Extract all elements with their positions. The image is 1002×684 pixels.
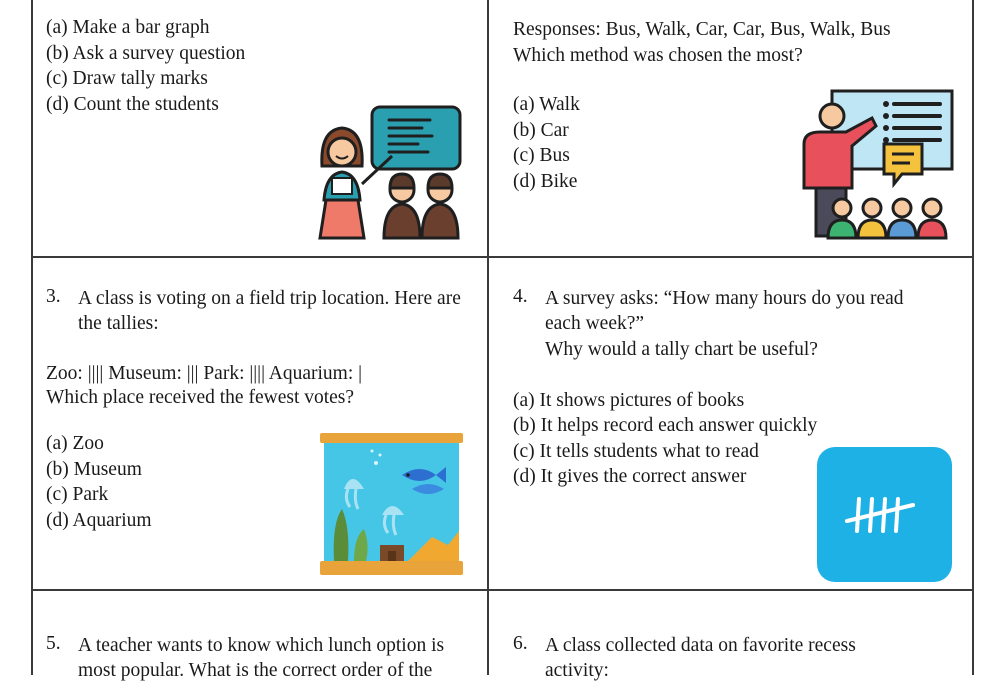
question-text-line-2: most popular. What is the correct order of the [78,660,433,681]
option-c[interactable]: (c) Park [46,484,109,505]
tally-marks-icon [817,447,952,582]
question-text: Which method was chosen the most? [513,45,803,66]
question-prompt: Which place received the fewest votes? [46,387,355,408]
option-a[interactable]: (a) It shows pictures of books [513,390,745,411]
question-number: 6. [513,633,528,654]
question-text-line-1: A survey asks: “How many hours do you read [545,288,904,309]
grid-line-left [31,0,33,675]
question-text-line-2: the tallies: [78,313,159,334]
question-text-line-1: A class is voting on a field trip location. Here are [78,288,461,309]
option-a[interactable]: (a) Make a bar graph [46,17,210,38]
option-a[interactable]: (a) Walk [513,94,580,115]
option-b[interactable]: (b) It helps record each answer quickly [513,415,818,436]
option-a[interactable]: (a) Zoo [46,433,104,454]
option-b[interactable]: (b) Ask a survey question [46,43,246,64]
grid-line-row2 [31,589,974,591]
survey-responses: Responses: Bus, Walk, Car, Car, Bus, Walk, Bus [513,19,891,40]
question-text-line-1: A teacher wants to know which lunch option is [78,635,445,656]
option-b[interactable]: (b) Museum [46,459,142,480]
question-number: 4. [513,286,528,307]
question-number: 3. [46,286,61,307]
question-text-line-1: A class collected data on favorite recess [545,635,856,656]
grid-line-middle [487,0,489,675]
grid-line-right [972,0,974,675]
presentation-audience-icon [798,88,956,240]
question-text-line-2: each week?” [545,313,645,334]
option-c[interactable]: (c) Draw tally marks [46,68,208,89]
teacher-classroom-icon [314,104,464,240]
aquarium-icon [320,433,463,576]
question-number: 5. [46,633,61,654]
option-d[interactable]: (d) It gives the correct answer [513,466,747,487]
grid-line-row1 [31,256,974,258]
question-text-line-2: activity: [545,660,609,681]
option-d[interactable]: (d) Bike [513,171,578,192]
option-d[interactable]: (d) Aquarium [46,510,152,531]
question-prompt: Why would a tally chart be useful? [545,339,818,360]
option-c[interactable]: (c) It tells students what to read [513,441,759,462]
option-b[interactable]: (b) Car [513,120,569,141]
option-d[interactable]: (d) Count the students [46,94,219,115]
tally-data: Zoo: |||| Museum: ||| Park: |||| Aquarium: | [46,363,363,384]
option-c[interactable]: (c) Bus [513,145,570,166]
